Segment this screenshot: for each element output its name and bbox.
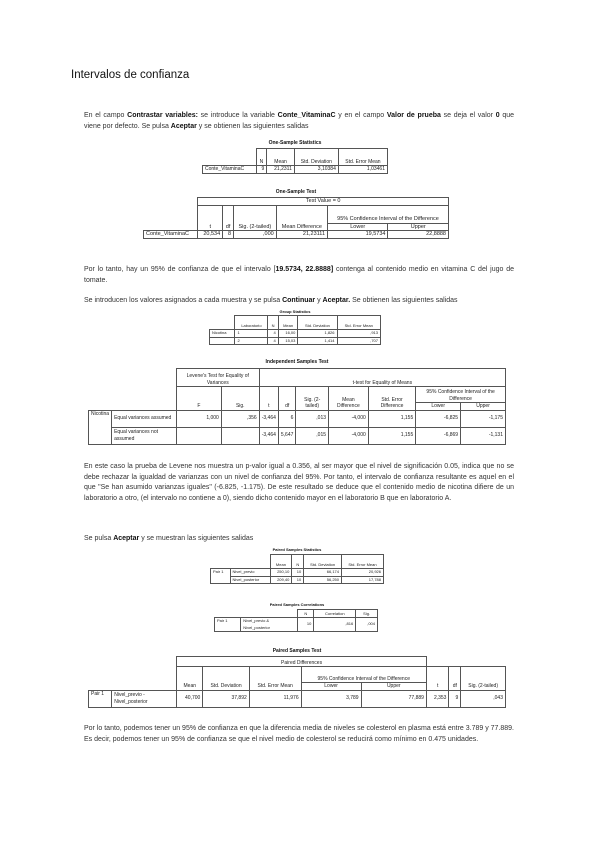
paragraph-interval: Por lo tanto, hay un 95% de confianza de que el intervalo [19.5734, 22.8888] contenga al contenido medio en vitamina C del jugo de tomate. — [84, 266, 514, 284]
paired-test-table: Paired Differences Mean Std. Deviation Std. Error Mean 95% Confidence Interval of the Difference t df Sig. (2-tailed) Lower Upper Pair 1 Nivel_previo - Nivel_posterior 40,700 37,892 11,976 3,789 77,889 2,353 9 ,043 — [88, 656, 506, 708]
group-statistics-table: Laboratorio N Mean Std. Deviation Std. Error Mean Nicotina 1 4 16,00 1,826 ,913 2 4 15,03 1,414 ,707 — [209, 315, 381, 345]
table-row: Pair 1 Nivel_previo & Nivel_posterior 10 ,816 ,004 — [215, 618, 378, 632]
table-row: Nicotina Equal variances assumed 1,000 ,356 -3,464 6 ,013 -4,000 1,155 -6,825 -1,175 — [89, 410, 506, 427]
table-row: Conte_VitaminaC 20,534 8 ,000 21,23111 19,5734 22,8888 — [144, 231, 449, 239]
paragraph-intro: En el campo Contrastar variables: se introduce la variable Conte_VitaminaC y en el campo Valor de prueba se deja el valor 0 que viene por defecto. Se pulsa Aceptar y se obtienen las siguientes salidas — [84, 112, 514, 130]
one-sample-test-caption: One-Sample Test — [275, 189, 317, 195]
paragraph-conclusion: Por lo tanto, podemos tener un 95% de confianza en que la diferencia media de niveles se colesterol en plasma está entre 3.789 y 77.889. Es decir, podemos tener un 95% de confianza se que el nivel medio de colesterol se reducirá como mínimo en 0.475 unidades. — [84, 725, 514, 743]
table-row: Nivel_posterior 209,40 10 56,250 17,788 — [211, 576, 384, 584]
independent-samples-test-table: Levene's Test for Equality of Variances t-test for Equality of Means F Sig. t df Sig. (2-tailed) Mean Difference Std. Error Difference 95% Confidence Interval of the Difference Lower Upper Nicotina Equal variances assumed 1,000 ,356 -3,464 6 ,013 -4,000 1,155 -6,825 -1,175 Equal variances not assumed -3,464 5,647 ,015 -4,000 1,155 -6,869 -1,131 — [88, 368, 506, 445]
table-row: Conte_VitaminaC 9 21,2311 3,10384 1,03461 — [203, 166, 388, 174]
one-sample-statistics-caption: One-Sample Statistics — [268, 140, 322, 146]
paired-statistics-table: Mean N Std. Deviation Std. Error Mean Pair 1 Nivel_previo 250,10 10 66,174 20,926 Nivel_posterior 209,40 10 56,250 17,788 — [210, 554, 384, 584]
table-row: Pair 1 Nivel_previo 250,10 10 66,174 20,926 — [211, 569, 384, 577]
independent-samples-test-caption: Independent Samples Test — [265, 359, 329, 365]
paragraph-levene: En este caso la prueba de Levene nos muestra un p-valor igual a 0.356, al ser mayor que el nivel de significación 0.05, indica que no se debe rechazar la igualdad de varianzas con un nivel de confianza del 95%. Por tanto, el intervalo de confianza resultante es aquel en el que "Se han asumido varianzas iguales" (-6.825, -1.175). De este resultado se deduce que el contenido medio de nicotina difiere de un laboratorio a otro, (el intervalo no contiene a 0), siendo dicho contenido mayor en el laboratorio B que en laboratorio A. — [84, 463, 514, 502]
table-row: Equal variances not assumed -3,464 5,647 ,015 -4,000 1,155 -6,869 -1,131 — [89, 427, 506, 444]
paragraph-group: Se introducen los valores asignados a cada muestra y se pulsa Continuar y Aceptar. Se obtienen las siguientes salidas — [84, 297, 458, 304]
paired-statistics-caption: Paired Samples Statistics — [272, 547, 322, 552]
paragraph-paired: Se pulsa Aceptar y se muestran las siguientes salidas — [84, 535, 254, 542]
table-row: Nicotina 1 4 16,00 1,826 ,913 — [210, 330, 381, 338]
paired-correlations-table: N Correlation Sig. Pair 1 Nivel_previo & Nivel_posterior 10 ,816 ,004 — [214, 609, 378, 632]
one-sample-statistics-table: N Mean Std. Deviation Std. Error Mean Conte_VitaminaC 9 21,2311 3,10384 1,03461 — [202, 148, 388, 174]
group-statistics-caption: Group Statistics — [279, 309, 311, 314]
paired-test-caption: Paired Samples Test — [272, 648, 322, 654]
table-row: Pair 1 Nivel_previo - Nivel_posterior 40,700 37,892 11,976 3,789 77,889 2,353 9 ,043 — [89, 690, 506, 707]
one-sample-test-table: Test Value = 0 t df Sig. (2-tailed) Mean Difference 95% Confidence Interval of the Difference Lower Upper Conte_VitaminaC 20,534 8 ,000 21,23111 19,5734 22,8888 — [143, 197, 449, 239]
paired-correlations-caption: Paired Samples Correlations — [269, 602, 325, 607]
page-title: Intervalos de confianza — [71, 69, 190, 81]
table-row: 2 4 15,03 1,414 ,707 — [210, 337, 381, 345]
